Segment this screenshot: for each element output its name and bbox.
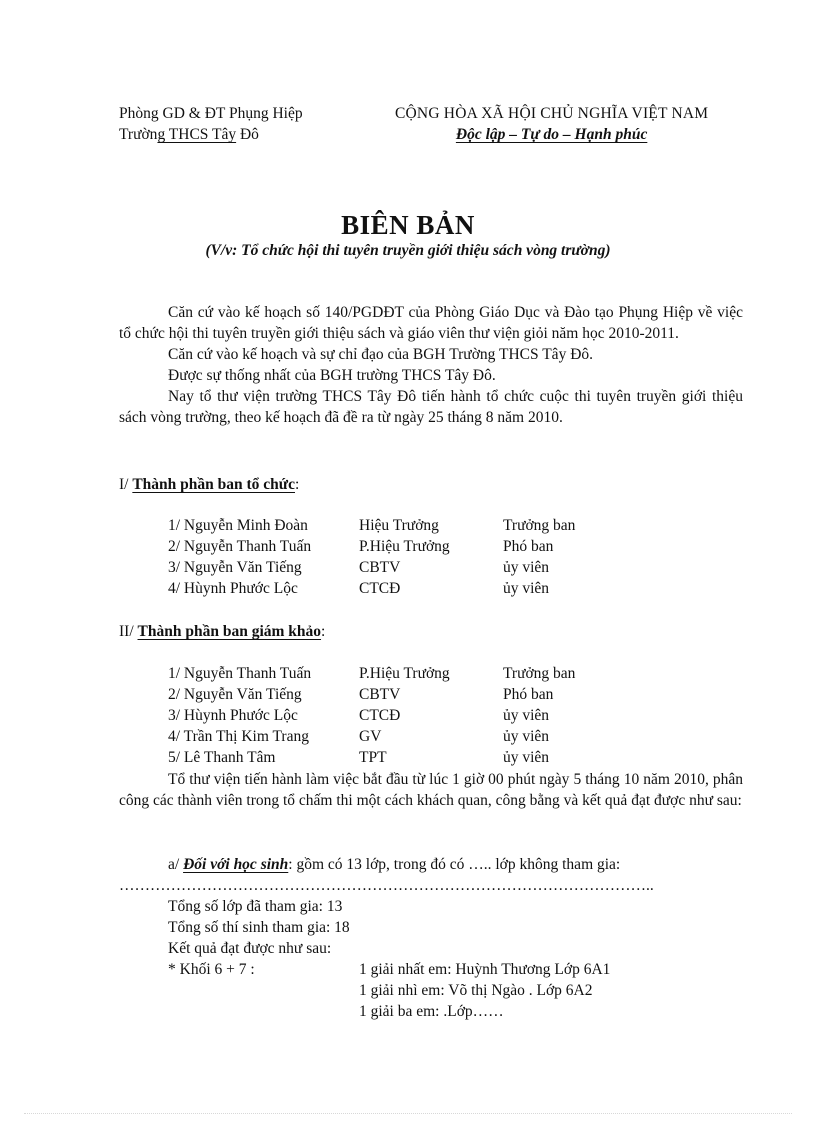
judges-list [168,663,623,768]
students-text: : gồm có 13 lớp, trong đó có ….. lớp không tham gia: [288,856,621,873]
member-role: Trưởng ban [503,517,576,534]
member-name: 3/ Nguyễn Văn Tiếng [168,559,302,576]
judge-row [168,747,623,768]
member-position: TPT [359,749,387,766]
member-position: CTCĐ [359,707,401,724]
country-name: CỘNG HÒA XÃ HỘI CHỦ NGHĨA VIỆT NAM [395,105,709,122]
issuer-block [119,103,303,145]
issuer-school-prefix: Trườn [119,126,158,143]
member-role: ủy viên [503,559,550,576]
section-organizers-title: Thành phần ban tổ chức [132,476,295,493]
member-position: P.Hiệu Trưởng [359,538,450,555]
intro-paragraph-3: Được sự thống nhất của BGH trường THCS Tây Đô. [168,367,496,384]
block-label: * Khối 6 + 7 : [168,961,255,978]
member-name: 4/ Trần Thị Kim Trang [168,728,309,745]
judge-row [168,726,623,747]
award-row [168,980,610,1001]
issuer-school-underlined: g THCS Tây [157,126,237,143]
award-third: 1 giải ba em: .Lớp…… [359,1003,504,1020]
judge-row [168,684,623,705]
intro-paragraph-4: Nay tổ thư viện trường THCS Tây Đô tiến hành tổ chức cuộc thi tuyên truyền giới thiệu sách vòng trường, theo kế hoạch đã đề ra từ ngày 25 tháng 8 năm 2010. [119,388,743,426]
work-block [119,769,743,811]
award-spacer [168,980,359,1001]
work-paragraph: Tổ thư viện tiến hành làm việc bắt đầu từ lúc 1 giờ 00 phút ngày 5 tháng 10 năm 2010, phân công các thành viên trong tổ chấm thi một cách khách quan, công bằng và kết quả đạt được như sau: [119,771,743,809]
member-role: ủy viên [503,728,550,745]
section-organizers-prefix: I/ [119,476,133,493]
member-position: GV [359,728,382,745]
issuer-school-suffix: Đô [236,126,259,143]
member-position: P.Hiệu Trưởng [359,665,450,682]
students-label: Đối với học sinh [183,856,289,873]
section-judges-prefix: II/ [119,623,138,640]
member-role: ủy viên [503,580,550,597]
member-role: Trưởng ban [503,665,576,682]
award-second: 1 giải nhì em: Võ thị Ngào . Lớp 6A2 [359,982,593,999]
section-organizers-suffix: : [295,476,300,493]
students-block [119,854,743,896]
judge-row [168,705,623,726]
section-judges-title: Thành phần ban giám khảo [137,623,322,640]
document-title: BIÊN BẢN [341,210,475,240]
member-role: ủy viên [503,707,550,724]
organizer-row [168,536,623,557]
member-position: CBTV [359,686,401,703]
judge-row [168,663,623,684]
award-row [168,959,610,980]
issuer-department: Phòng GD & ĐT Phụng Hiệp [119,105,303,122]
organizer-row [168,557,623,578]
section-judges-suffix: : [321,623,326,640]
organizer-row [168,578,623,599]
intro-paragraph-2: Căn cứ vào kế hoạch và sự chỉ đạo của BGH Trường THCS Tây Đô. [168,346,594,363]
member-role: Phó ban [503,538,554,555]
member-name: 1/ Nguyễn Minh Đoàn [168,517,308,534]
national-motto: Độc lập – Tự do – Hạnh phúc [455,126,648,143]
member-name: 2/ Nguyễn Văn Tiếng [168,686,302,703]
issuer-school [119,124,303,145]
intro-paragraph-1: Căn cứ vào kế hoạch số 140/PGDĐT của Phòng Giáo Dục và Đào tạo Phụng Hiệp về việc tổ chức hội thi tuyên truyền giới thiệu sách và giáo viên thư viện giỏi năm học 2010-2011. [119,304,743,342]
member-name: 3/ Hùynh Phước Lộc [168,707,298,724]
section-judges-heading [119,621,325,642]
member-name: 4/ Hùynh Phước Lộc [168,580,298,597]
stat-classes: Tổng số lớp đã tham gia: 13 [168,898,343,915]
member-name: 1/ Nguyễn Thanh Tuấn [168,665,312,682]
member-position: CTCĐ [359,580,401,597]
member-position: Hiệu Trưởng [359,517,439,534]
document-subtitle: (V/v: Tổ chức hội thi tuyên truyền giới thiệu sách vòng trường) [205,242,611,259]
students-prefix: a/ [168,856,184,873]
students-line [119,854,743,875]
member-name: 5/ Lê Thanh Tâm [168,749,276,766]
member-position: CBTV [359,559,401,576]
students-dotted-line: ………………………………………………………………………………………….. [119,877,654,894]
results-label: Kết quả đạt được như sau: [168,940,332,957]
intro-block [119,302,743,428]
member-name: 2/ Nguyễn Thanh Tuấn [168,538,312,555]
stat-contestants: Tổng số thí sinh tham gia: 18 [168,919,350,936]
national-header [395,103,708,145]
award-first: 1 giải nhất em: Huỳnh Thương Lớp 6A1 [359,961,611,978]
member-role: Phó ban [503,686,554,703]
award-spacer [168,1001,359,1022]
award-row [168,1001,610,1022]
member-role: ủy viên [503,749,550,766]
organizer-row [168,515,623,536]
organizers-list [168,515,623,599]
section-organizers-heading [119,474,299,495]
results-block [168,896,610,1022]
page-bottom-rule [24,1113,792,1114]
